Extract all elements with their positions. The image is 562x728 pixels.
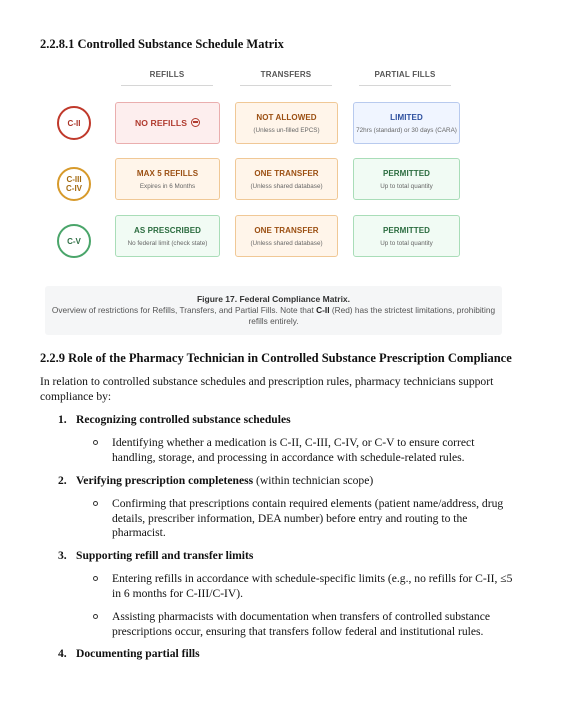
section-heading-2-2-9: 2.2.9 Role of the Pharmacy Technician in Controlled Substance Prescription Compliance xyxy=(40,351,512,365)
cell-c-ii-partial-fills xyxy=(353,102,460,144)
caption-title: Figure 17. Federal Compliance Matrix. xyxy=(196,294,351,304)
cell-subtitle: 72hrs (standard) or 30 days (CARA) xyxy=(356,126,457,134)
cell-title: MAX 5 REFILLS xyxy=(136,168,199,178)
column-header-partial-fills: PARTIAL FILLS xyxy=(359,70,451,86)
schedule-badge-c-v xyxy=(57,224,91,258)
sub-bullet: Assisting pharmacists with documentation when transfers of controlled substance prescriptions occur, ensuring that transfers follow federal and institutional rules. xyxy=(93,610,513,639)
sub-bullet: Confirming that prescriptions contain required elements (patient name/address, drug details, prescriber information, DEA number) before entry and routing to the pharmacist. xyxy=(93,497,513,541)
cell-title: PERMITTED xyxy=(382,168,431,178)
schedule-badge-c-ii xyxy=(57,106,91,140)
cell-c-v-partial-fills xyxy=(353,215,460,257)
cell-c-iii-c-iv-refills xyxy=(115,158,220,200)
cell-c-ii-refills xyxy=(115,102,220,144)
list-item-suffix: (within technician scope) xyxy=(253,474,374,487)
list-item-title: Recognizing controlled substance schedules xyxy=(76,413,291,426)
cell-c-v-refills xyxy=(115,215,220,257)
circle-bullet-icon xyxy=(93,576,98,581)
cell-title: ONE TRANSFER xyxy=(254,168,319,178)
cell-title: AS PRESCRIBED xyxy=(133,225,202,235)
cell-subtitle: Up to total quantity xyxy=(380,239,433,247)
badge-label: C-III xyxy=(66,175,82,184)
cell-title: LIMITED xyxy=(390,112,423,122)
badge-label: C-IV xyxy=(66,184,82,193)
section-heading-2-2-8-1: 2.2.8.1 Controlled Substance Schedule Matrix xyxy=(40,37,284,51)
caption-text: Overview of restrictions for Refills, Transfers, and Partial Fills. Note that C-II (Red) has the strictest limitations, prohibiting refills entirely. xyxy=(51,305,496,326)
badge-label: C-II xyxy=(67,118,81,128)
figure-caption xyxy=(45,286,502,335)
intro-paragraph: In relation to controlled substance schedules and prescription rules, pharmacy technicians support compliance by: xyxy=(40,375,494,403)
cell-subtitle: Expires in 6 Months xyxy=(139,182,196,190)
cell-c-iii-c-iv-partial-fills xyxy=(353,158,460,200)
cell-title: PERMITTED xyxy=(382,225,431,235)
list-item-title: Verifying prescription completeness xyxy=(76,474,254,487)
cell-title: NOT ALLOWED xyxy=(256,112,317,122)
cell-c-v-transfers xyxy=(235,215,338,257)
list-item-4: 4. Documenting partial fills xyxy=(58,647,200,660)
schedule-badge-c-iii-c-iv xyxy=(57,167,91,201)
list-item-1: 1. Recognizing controlled substance schedules xyxy=(58,413,291,426)
list-item-title: Documenting partial fills xyxy=(76,647,200,660)
circle-bullet-icon xyxy=(93,614,98,619)
circle-bullet-icon xyxy=(93,440,98,445)
cell-subtitle: (Unless shared database) xyxy=(250,182,323,190)
no-entry-icon xyxy=(191,118,200,127)
column-header-refills: REFILLS xyxy=(121,70,213,86)
column-header-transfers: TRANSFERS xyxy=(240,70,332,86)
sub-bullet: Entering refills in accordance with schedule-specific limits (e.g., no refills for C-II, ≤5 in 6 months for C-III/C-IV). xyxy=(93,572,513,601)
circle-bullet-icon xyxy=(93,501,98,506)
list-item-title: Supporting refill and transfer limits xyxy=(76,549,254,562)
badge-label: C-V xyxy=(67,236,81,246)
cell-subtitle: (Unless un-filled EPCS) xyxy=(253,126,320,134)
cell-title: NO REFILLS xyxy=(134,118,188,128)
cell-subtitle: (Unless shared database) xyxy=(250,239,323,247)
list-item-3: 3. Supporting refill and transfer limits xyxy=(58,549,254,562)
cell-subtitle: No federal limit (check state) xyxy=(127,239,208,247)
sub-bullet: Identifying whether a medication is C-II, C-III, C-IV, or C-V to ensure correct handling, storage, and processing in accordance with schedule-related rules. xyxy=(93,436,513,465)
cell-c-ii-transfers xyxy=(235,102,338,144)
cell-title: ONE TRANSFER xyxy=(254,225,319,235)
cell-subtitle: Up to total quantity xyxy=(380,182,433,190)
cell-c-iii-c-iv-transfers xyxy=(235,158,338,200)
list-item-2: 2. Verifying prescription completeness (within technician scope) xyxy=(58,474,374,487)
